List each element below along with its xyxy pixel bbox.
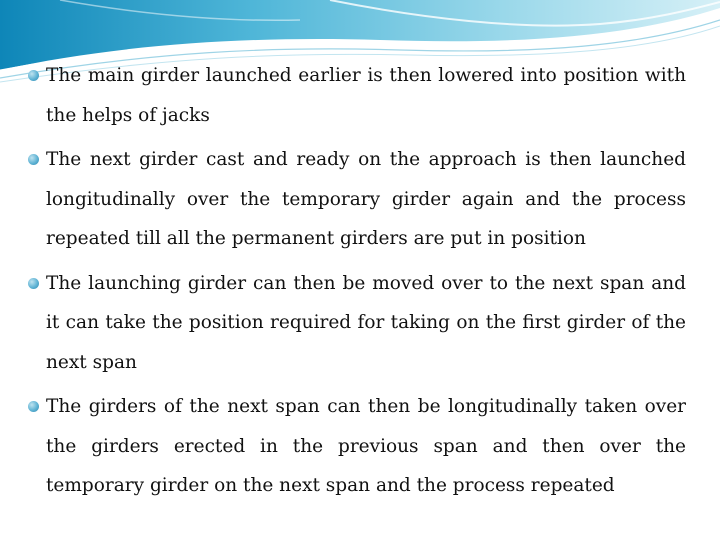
round-bullet-icon (28, 70, 39, 81)
round-bullet-icon (28, 154, 39, 165)
bullet-list (26, 56, 686, 511)
bullet-item (26, 264, 686, 383)
bullet-text: The next girder cast and ready on the approach is then launched longitudinally over the temporary girder again and the process repeated till all the permanent girders are put in position (46, 149, 686, 249)
bullet-text: The launching girder can then be moved over to the next span and it can take the position required for taking on the first girder of the next span (46, 272, 686, 373)
round-bullet-icon (28, 401, 39, 412)
bullet-item (26, 140, 686, 259)
bullet-text: The main girder launched earlier is then lowered into position with the helps of jacks (46, 65, 686, 126)
round-bullet-icon (28, 278, 39, 289)
bullet-text: The girders of the next span can then be longitudinally taken over the girders erected in the previous span and then over the temporary girder on the next span and the process repeated (46, 396, 686, 496)
bullet-item (26, 56, 686, 135)
bullet-item (26, 387, 686, 506)
